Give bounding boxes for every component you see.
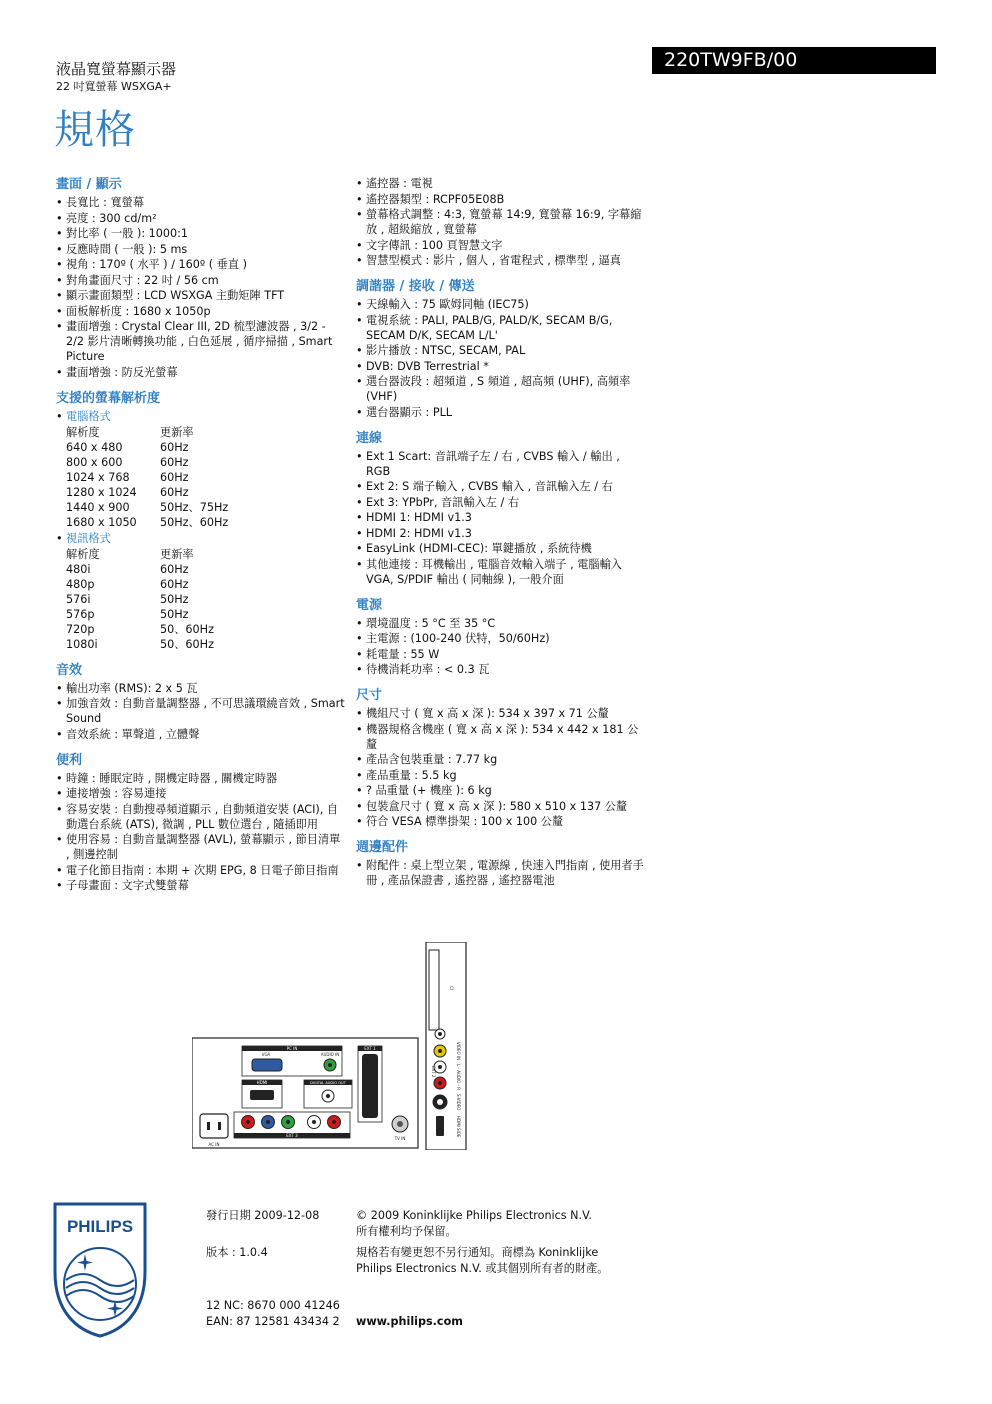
power-section — [356, 597, 646, 678]
resolution-cell: 1680 x 1050 — [66, 515, 137, 529]
pc-in-label: PC IN — [286, 1046, 298, 1051]
spec-item: • 選台器波段 : 超頻道 , S 頻道 , 超高頻 (UHF), 高頻率 (VHF) — [356, 374, 646, 404]
philips-shield-logo — [53, 1202, 147, 1338]
spec-list — [356, 858, 646, 888]
column-header: 更新率 — [160, 547, 194, 561]
spec-item: • 子母畫面 : 文字式雙螢幕 — [56, 878, 346, 893]
spec-item: • HDMI 2: HDMI v1.3 — [356, 526, 646, 541]
spec-item: • EasyLink (HDMI-CEC): 單鍵播放 , 系統待機 — [356, 541, 646, 556]
model-number-bar: 220TW9FB/00 — [652, 47, 936, 74]
spec-item: • ? 品重量 (+ 機座 ): 6 kg — [356, 783, 646, 798]
table-row — [66, 440, 228, 455]
ac-pin — [207, 1122, 210, 1130]
convenience-section — [56, 752, 346, 894]
jack-core — [246, 1120, 250, 1124]
left-spec-column — [56, 176, 346, 903]
spec-list — [356, 297, 646, 420]
spec-list — [56, 681, 346, 742]
spec-item: • 畫面增強 : Crystal Clear III, 2D 梳型濾波器 , 3/2 - 2/2 影片清晰轉換功能 , 白色延展 , 循序掃描 , Smart Picture — [56, 319, 346, 364]
logo-wordmark: PHILIPS — [66, 1217, 134, 1236]
headphone-jack-core — [438, 1032, 442, 1036]
jack-core — [438, 1081, 442, 1085]
video-format-label: • 視訊格式 — [56, 531, 346, 546]
tuner-section — [356, 278, 646, 420]
section-title: 連線 — [356, 430, 383, 446]
jack-core — [438, 1049, 442, 1053]
refresh-rate-cell: 50Hz — [160, 607, 189, 621]
spec-item: • 耗電量 : 55 W — [356, 647, 646, 662]
spec-list — [356, 449, 646, 587]
legal-notice — [356, 1245, 636, 1277]
refresh-rate-cell: 60Hz — [160, 577, 189, 591]
spec-item: • 其他連接 : 耳機輸出 , 電腦音效輸入端子 , 電腦輸入 VGA, S/PDIF 輸出 ( 同軸線 ), 一般介面 — [356, 557, 646, 587]
table-row — [66, 637, 214, 652]
accessories-section — [356, 839, 646, 888]
spec-item: • 文字傳訊 : 100 頁智慧文字 — [356, 238, 646, 253]
spec-item: • Ext 3: YPbPr, 音訊輸入左 / 右 — [356, 495, 646, 510]
spec-item: • 視角 : 170º ( 水平 ) / 160º ( 垂直 ) — [56, 257, 346, 272]
digital-audio-out-label: DIGITAL AUDIO OUT — [310, 1081, 346, 1085]
right-spec-column — [356, 176, 646, 898]
section-title: 畫面 / 顯示 — [56, 177, 122, 192]
copyright — [356, 1208, 656, 1240]
ext2-label: EXT 2 — [431, 1066, 436, 1078]
spec-item: • 待機消耗功率 : < 0.3 瓦 — [356, 662, 646, 677]
tv-in-label: TV IN — [394, 1136, 406, 1141]
refresh-rate-cell: 50、60Hz — [160, 637, 214, 651]
vga-port-icon — [252, 1059, 282, 1071]
spec-item: • 主電源 : (100-240 伏特，50/60Hz) — [356, 631, 646, 646]
scart-port-icon — [362, 1054, 378, 1118]
resolution-cell: 576i — [66, 592, 91, 606]
product-subtitle: 22 吋寬螢幕 WSXGA+ — [56, 80, 172, 93]
table-row — [66, 470, 228, 485]
spec-item: • 環境溫度 : 5 °C 至 35 °C — [356, 616, 646, 631]
jack-core — [397, 1121, 403, 1127]
ac-pin — [218, 1122, 221, 1130]
spec-item: • 機組尺寸 ( 寬 x 高 x 深 ): 534 x 397 x 71 公釐 — [356, 706, 646, 721]
side-ci-label: CI — [449, 986, 454, 990]
section-title: 週邊配件 — [356, 840, 409, 855]
spec-item: • 加強音效 : 自動音量調整器 , 不可思議環繞音效 , Smart Sound — [56, 696, 346, 726]
nc-number: 12 NC: 8670 000 41246 — [206, 1299, 340, 1312]
spec-item: • 智慧型模式 : 影片 , 個人 , 省電程式 , 標準型 , 逼真 — [356, 253, 646, 268]
spec-item: • 遙控器類型 : RCPF05E08B — [356, 192, 646, 207]
table-header-row — [66, 547, 214, 562]
refresh-rate-cell: 60Hz — [160, 470, 189, 484]
resolution-cell: 480i — [66, 562, 91, 576]
spec-item: • 影片播放 : NTSC, SECAM, PAL — [356, 343, 646, 358]
spec-item: • 電子化節目指南 : 本期 + 次期 EPG, 8 日電子節目指南 — [56, 863, 346, 878]
spec-item: • 遙控器 : 電視 — [356, 176, 646, 191]
side-video-label: VIDEO IN — [456, 1042, 461, 1061]
sound-section — [56, 662, 346, 742]
section-title: 音效 — [56, 662, 83, 678]
spec-list — [56, 195, 346, 380]
spec-list — [356, 616, 646, 678]
hdmi-port-icon — [250, 1090, 274, 1100]
legal-line: 規格若有變更恕不另行通知。商標為 Koninklijke — [356, 1246, 599, 1259]
table-row — [66, 455, 228, 470]
refresh-rate-cell: 60Hz — [160, 440, 189, 454]
section-title: 調諧器 / 接收 / 傳送 — [356, 279, 475, 294]
side-hdmi-port-icon — [436, 1116, 444, 1136]
copyright-line: 所有權利均予保留。 — [356, 1225, 457, 1238]
spec-item: • DVB: DVB Terrestrial * — [356, 359, 646, 374]
column-header: 解析度 — [66, 547, 100, 561]
refresh-rate-cell: 60Hz — [160, 455, 189, 469]
display-section — [56, 176, 346, 380]
table-row — [66, 577, 214, 592]
table-row — [66, 622, 214, 637]
hdmi-label: HDMI — [256, 1080, 268, 1085]
section-title: 尺寸 — [356, 688, 383, 703]
table-row — [66, 562, 214, 577]
spec-item: • 時鐘 : 睡眠定時 , 開機定時器 , 關機定時器 — [56, 771, 346, 786]
spec-item: • 連接增強 : 容易連接 — [56, 786, 346, 801]
ac-in-port-icon — [200, 1114, 228, 1138]
website-link[interactable]: www.philips.com — [356, 1315, 463, 1328]
spec-item: • 產品含包裝重量 : 7.77 kg — [356, 752, 646, 767]
spec-item: • 面板解析度 : 1680 x 1050p — [56, 304, 346, 319]
refresh-rate-cell: 60Hz — [160, 562, 189, 576]
column-header: 更新率 — [160, 425, 194, 439]
spec-item: • 機器規格含機座 ( 寬 x 高 x 深 ): 534 x 442 x 181 公釐 — [356, 722, 646, 752]
resolution-cell: 640 x 480 — [66, 440, 123, 454]
table-row — [66, 500, 228, 515]
spec-item: • 產品重量 : 5.5 kg — [356, 768, 646, 783]
spec-item: • 使用容易 : 自動音量調整器 (AVL), 螢幕顯示 , 節目清單 , 側邊控制 — [56, 832, 346, 862]
jack-core — [286, 1120, 290, 1124]
jack-core — [328, 1063, 332, 1067]
resolution-cell: 1080i — [66, 637, 98, 651]
spec-item: • 音效系統 : 單聲道 , 立體聲 — [56, 727, 346, 742]
spec-item: • 螢幕格式調整 : 4:3, 寬螢幕 14:9, 寬螢幕 16:9, 字幕縮放 , 超級縮放 , 寬螢幕 — [356, 207, 646, 237]
resolution-cell: 1280 x 1024 — [66, 485, 137, 499]
spec-list — [56, 771, 346, 894]
spec-item: • 反應時間 ( 一般 ): 5 ms — [56, 242, 346, 257]
convenience-continued-section — [356, 176, 646, 268]
spec-item: • 長寬比 : 寬螢幕 — [56, 195, 346, 210]
spec-list — [356, 176, 646, 268]
pc-format-label: • 電腦格式 — [56, 409, 346, 424]
refresh-rate-cell: 50、60Hz — [160, 622, 214, 636]
dimensions-section — [356, 687, 646, 829]
jack-core — [438, 1065, 442, 1069]
resolution-cell: 1440 x 900 — [66, 500, 130, 514]
spec-item: • 亮度 : 300 cd/m² — [56, 211, 346, 226]
ci-slot — [429, 950, 439, 1030]
connectivity-section — [356, 430, 646, 587]
refresh-rate-cell: 50Hz — [160, 592, 189, 606]
section-title: 支援的螢幕解析度 — [56, 390, 161, 406]
resolution-cell: 1024 x 768 — [66, 470, 130, 484]
refresh-rate-cell: 60Hz — [160, 485, 189, 499]
table-row — [66, 485, 228, 500]
spec-item: • 天線輸入 : 75 歐姆同軸 (IEC75) — [356, 297, 646, 312]
ean-number: EAN: 87 12581 43434 2 — [206, 1315, 340, 1328]
ext1-label: EXT 1 — [364, 1046, 376, 1051]
copyright-line: © 2009 Koninklijke Philips Electronics N.V. — [356, 1209, 592, 1222]
spec-item: • 畫面增強 : 防反光螢幕 — [56, 365, 346, 380]
spec-item: • 顯示畫面類型 : LCD WSXGA 主動矩陣 TFT — [56, 288, 346, 303]
spec-item: • 附配件 : 桌上型立架 , 電源線 , 快速入門指南 , 使用者手冊 , 產品保證書 , 遙控器 , 遙控器電池 — [356, 858, 646, 888]
spec-item: • 選台器顯示 : PLL — [356, 405, 646, 420]
column-header: 解析度 — [66, 425, 100, 439]
table-row — [66, 515, 228, 530]
jack-core — [437, 1099, 443, 1105]
page-title: 規格 — [54, 107, 136, 153]
table-row — [66, 592, 214, 607]
ac-in-label: AC IN — [208, 1142, 220, 1147]
pc-resolution-table — [66, 425, 228, 530]
jack-core — [326, 1094, 330, 1098]
refresh-rate-cell: 50Hz、60Hz — [160, 515, 229, 529]
legal-line: Philips Electronics N.V. 或其個別所有者的財產。 — [356, 1262, 609, 1275]
resolutions-section — [56, 390, 346, 652]
connector-panel-diagram — [192, 942, 468, 1150]
side-s-video-label: S-VIDEO — [456, 1094, 461, 1111]
spec-item: • HDMI 1: HDMI v1.3 — [356, 510, 646, 525]
spec-item: • 對比率 ( 一般 ): 1000:1 — [56, 226, 346, 241]
spec-item: • 電視系統 : PALI, PALB/G, PALD/K, SECAM B/G, SECAM D/K, SECAM L/L' — [356, 313, 646, 343]
version: 版本 : 1.0.4 — [206, 1246, 268, 1259]
resolution-cell: 576p — [66, 607, 95, 621]
resolution-cell: 800 x 600 — [66, 455, 123, 469]
side-audio-label: L - AUDIO - R — [456, 1064, 461, 1091]
jack-core — [332, 1120, 336, 1124]
ext3-label: EXT 3 — [286, 1133, 298, 1138]
resolution-cell: 720p — [66, 622, 95, 636]
spec-list — [356, 706, 646, 829]
video-resolution-table — [66, 547, 214, 652]
issue-date: 發行日期 2009-12-08 — [206, 1209, 320, 1222]
spec-item: • 容易安裝 : 自動搜尋頻道顯示 , 自動頻道安裝 (ACI), 自動選台系統 (ATS), 微調 , PLL 數位選台 , 隨插即用 — [56, 802, 346, 832]
vga-label: VGA — [261, 1052, 271, 1057]
spec-item: • Ext 1 Scart: 音訊端子左 / 右 , CVBS 輸入 / 輸出 , RGB — [356, 449, 646, 479]
jack-core — [312, 1120, 316, 1124]
table-header-row — [66, 425, 228, 440]
spec-item: • 輸出功率 (RMS): 2 x 5 瓦 — [56, 681, 346, 696]
section-title: 便利 — [56, 752, 83, 768]
audio-in-label: AUDIO IN — [320, 1052, 340, 1057]
jack-core — [266, 1120, 270, 1124]
table-row — [66, 607, 214, 622]
side-hdmi-label: HDMI SIDE — [456, 1116, 461, 1138]
product-type: 液晶寬螢幕顯示器 — [56, 60, 177, 78]
resolution-cell: 480p — [66, 577, 95, 591]
spec-item: • 對角畫面尺寸 : 22 吋 / 56 cm — [56, 273, 346, 288]
spec-item: • 包裝盒尺寸 ( 寬 x 高 x 深 ): 580 x 510 x 137 公釐 — [356, 799, 646, 814]
section-title: 電源 — [356, 597, 383, 613]
refresh-rate-cell: 50Hz、75Hz — [160, 500, 229, 514]
spec-item: • Ext 2: S 端子輸入 , CVBS 輸入 , 音訊輸入左 / 右 — [356, 479, 646, 494]
spec-item: • 符合 VESA 標準掛架 : 100 x 100 公釐 — [356, 814, 646, 829]
